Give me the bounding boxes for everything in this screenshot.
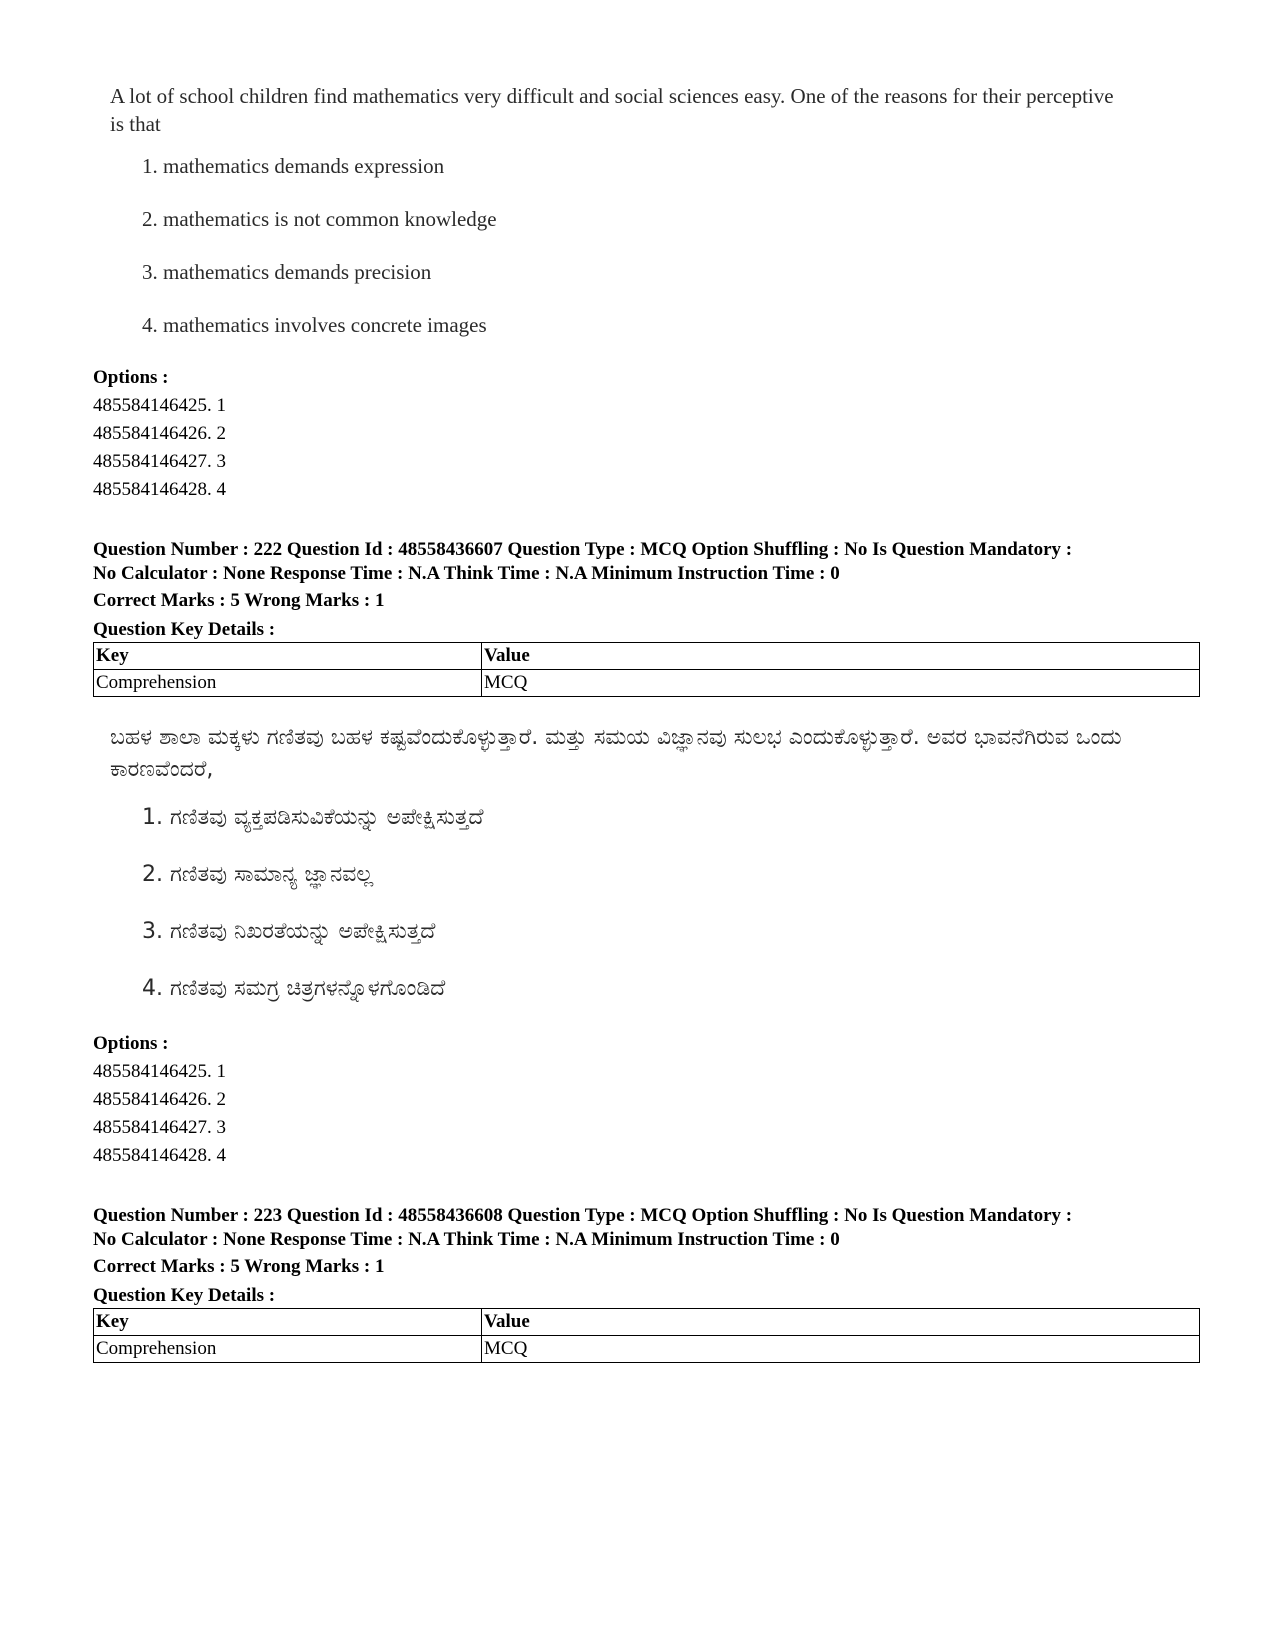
table-header-cell: Value xyxy=(482,1309,1200,1336)
table-cell: Comprehension xyxy=(94,1336,482,1363)
question-key-table xyxy=(93,642,1200,697)
question-key-table xyxy=(93,1308,1200,1363)
question-option: 2. mathematics is not common knowledge xyxy=(142,207,497,231)
table-cell: Comprehension xyxy=(94,670,482,697)
option-item: 485584146425. 1 xyxy=(93,1061,226,1082)
question-key-details-label: Question Key Details : xyxy=(93,1285,276,1306)
question-image-english xyxy=(110,82,1130,364)
options-block xyxy=(93,364,226,504)
question-option: 4. mathematics involves concrete images xyxy=(142,313,487,337)
option-item: 485584146427. 3 xyxy=(93,451,226,472)
question-option: 1. mathematics demands expression xyxy=(142,154,445,178)
question-meta-line: No Calculator : None Response Time : N.A Think Time : N.A Minimum Instruction Time : 0 xyxy=(93,1229,840,1250)
option-item: 485584146426. 2 xyxy=(93,1089,226,1110)
options-label: Options : xyxy=(93,1033,169,1054)
options-label: Options : xyxy=(93,367,169,388)
option-item: 485584146427. 3 xyxy=(93,1117,226,1138)
question-stem: ಬಹಳ ಶಾಲಾ ಮಕ್ಕಳು ಗಣಿತವು ಬಹಳ ಕಷ್ಟವೆಂದುಕೊಳ್ಳುತ್ತಾರೆ. ಮತ್ತು ಸಮಯ ವಿಜ್ಞಾನವು ಸುಲಭ ಎಂದುಕೊಳ್ಳುತ್ತಾರೆ. ಅವರ ಭಾವನೆಗಿರುವ ಒಂದು ಕಾರಣವೆಂದರೆ, xyxy=(110,725,1122,782)
table-row xyxy=(94,670,1200,697)
question-stem: A lot of school children find mathematics very difficult and social sciences easy. One of the reasons for their perceptive is that xyxy=(110,84,1114,136)
table-row xyxy=(94,1336,1200,1363)
question-marks: Correct Marks : 5 Wrong Marks : 1 xyxy=(93,1256,385,1277)
question-key-details-label: Question Key Details : xyxy=(93,619,276,640)
question-meta-line: No Calculator : None Response Time : N.A Think Time : N.A Minimum Instruction Time : 0 xyxy=(93,563,840,584)
question-option: 4. ಗಣಿತವು ಸಮಗ್ರ ಚಿತ್ರಗಳನ್ನೊಳಗೊಂಡಿದೆ xyxy=(142,976,446,1001)
table-cell: MCQ xyxy=(482,1336,1200,1363)
question-meta-line: Question Number : 223 Question Id : 48558436608 Question Type : MCQ Option Shuffling : No Is Question Mandatory : xyxy=(93,1205,1073,1226)
option-item: 485584146428. 4 xyxy=(93,479,226,500)
options-block xyxy=(93,1030,226,1170)
question-option: 1. ಗಣಿತವು ವ್ಯಕ್ತಪಡಿಸುವಿಕೆಯನ್ನು ಅಪೇಕ್ಷಿಸುತ್ತದೆ xyxy=(142,805,484,830)
table-header-row xyxy=(94,643,1200,670)
option-item: 485584146425. 1 xyxy=(93,395,226,416)
question-option: 3. mathematics demands precision xyxy=(142,260,432,284)
table-header-row xyxy=(94,1309,1200,1336)
option-item: 485584146426. 2 xyxy=(93,423,226,444)
question-image-kannada xyxy=(110,722,1130,1032)
question-option: 3. ಗಣಿತವು ನಿಖರತೆಯನ್ನು ಅಪೇಕ್ಷಿಸುತ್ತದೆ xyxy=(142,919,436,944)
question-meta-223 xyxy=(93,1204,1193,1310)
question-option: 2. ಗಣಿತವು ಸಾಮಾನ್ಯ ಜ್ಞಾನವಲ್ಲ xyxy=(142,862,374,887)
question-marks: Correct Marks : 5 Wrong Marks : 1 xyxy=(93,590,385,611)
table-header-cell: Value xyxy=(482,643,1200,670)
table-header-cell: Key xyxy=(94,643,482,670)
table-header-cell: Key xyxy=(94,1309,482,1336)
question-meta-line: Question Number : 222 Question Id : 48558436607 Question Type : MCQ Option Shuffling : No Is Question Mandatory : xyxy=(93,539,1073,560)
option-item: 485584146428. 4 xyxy=(93,1145,226,1166)
table-cell: MCQ xyxy=(482,670,1200,697)
question-meta-222 xyxy=(93,538,1193,644)
